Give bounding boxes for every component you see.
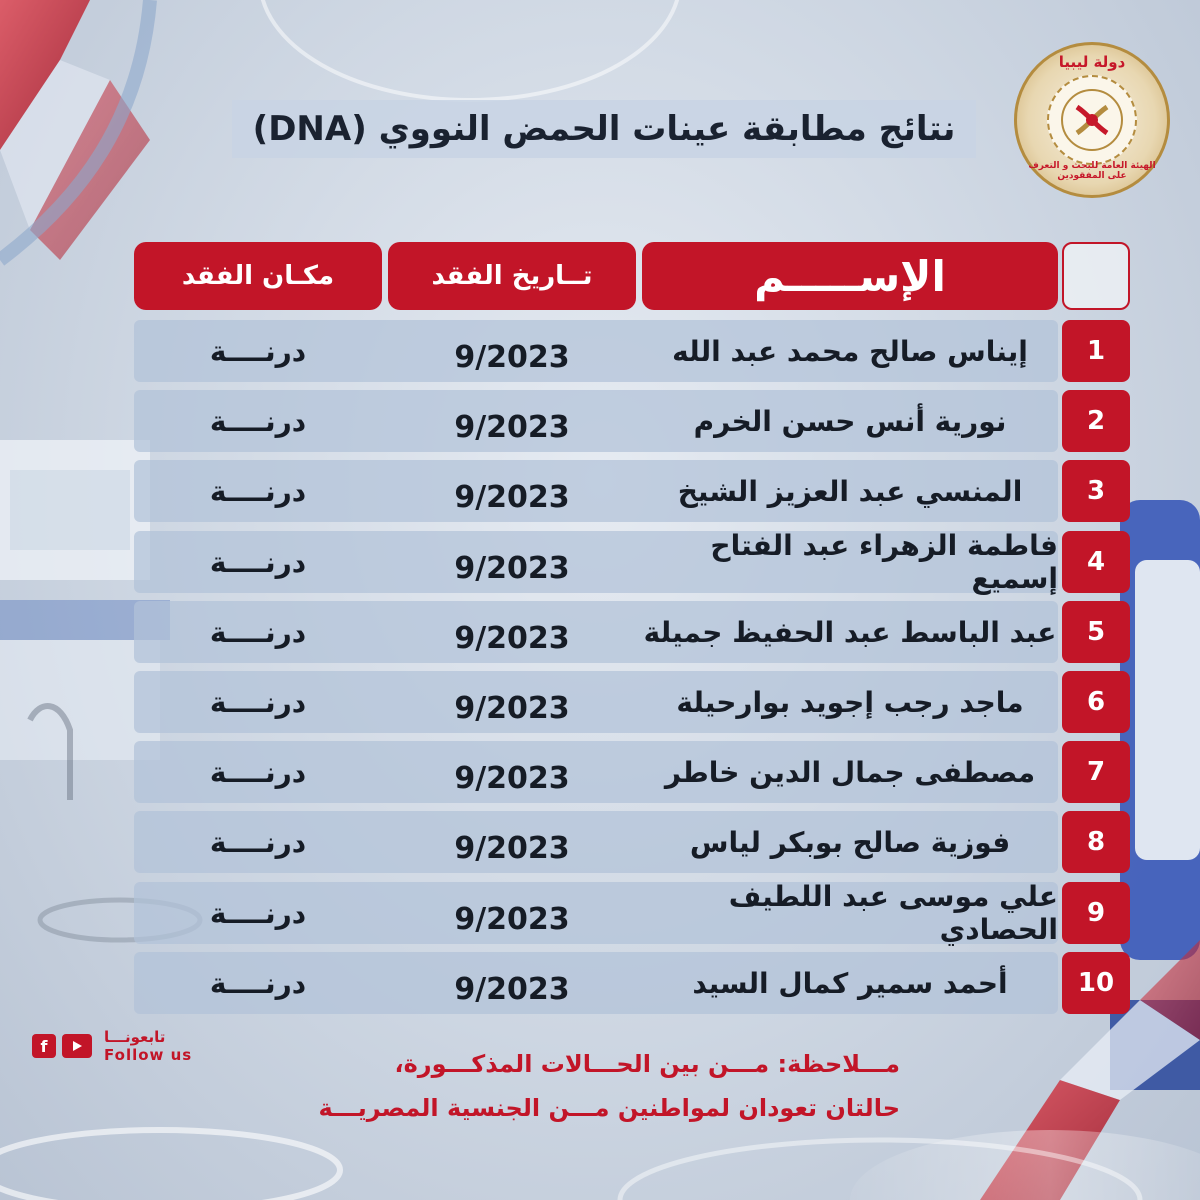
row-place: درنــــة <box>209 896 307 930</box>
row-number: 6 <box>1062 671 1130 733</box>
row-number: 7 <box>1062 741 1130 803</box>
logo-bottom-text: الهيئة العامة للبحث و التعرف على المفقودين <box>1028 161 1156 181</box>
row-number: 8 <box>1062 811 1130 873</box>
organization-logo <box>1014 42 1170 198</box>
row-number: 3 <box>1062 460 1130 522</box>
youtube-icon[interactable] <box>62 1034 92 1058</box>
row-place: درنــــة <box>209 966 307 1000</box>
page-title: نتائج مطابقة عينات الحمض النووي (DNA) <box>232 100 976 158</box>
row-date: 9/2023 <box>454 339 570 375</box>
row-place: درنــــة <box>209 685 307 719</box>
logo-top-text: دولة ليبيا <box>1058 53 1126 71</box>
row-place: درنــــة <box>209 474 307 508</box>
row-date: 9/2023 <box>454 690 570 726</box>
note-line-2: حالتان تعودان لمواطنين مـــن الجنسية المصريـــة <box>318 1094 900 1122</box>
row-name: فاطمة الزهراء عبد الفتاح إسميع <box>710 529 1058 595</box>
row-number: 5 <box>1062 601 1130 663</box>
name-column-header: الإســـــم <box>642 242 1058 310</box>
note-text-1: مـــن بين الحـــالات المذكـــورة، <box>394 1050 770 1078</box>
row-name: المنسي عبد العزيز الشيخ <box>677 474 1023 508</box>
dna-emblem-icon <box>1049 77 1135 163</box>
date-column-header: تــاريخ الفقد <box>388 242 636 310</box>
place-column-header: مكـان الفقد <box>134 242 382 310</box>
row-date: 9/2023 <box>454 830 570 866</box>
number-column-header <box>1062 242 1130 310</box>
row-name: ماجد رجب إجويد بوارحيلة <box>676 685 1024 719</box>
row-date: 9/2023 <box>454 409 570 445</box>
note-label: مـــلاحظة: <box>777 1050 900 1078</box>
note-line-1 <box>260 1050 900 1078</box>
row-number: 1 <box>1062 320 1130 382</box>
row-name: إيناس صالح محمد عبد الله <box>672 334 1028 368</box>
row-place: درنــــة <box>209 334 307 368</box>
facebook-icon[interactable]: f <box>32 1034 56 1058</box>
row-date: 9/2023 <box>454 620 570 656</box>
row-date: 9/2023 <box>454 971 570 1007</box>
row-place: درنــــة <box>209 825 307 859</box>
row-place: درنــــة <box>209 545 307 579</box>
row-name: علي موسى عبد اللطيف الحصادي <box>728 880 1058 946</box>
row-date: 9/2023 <box>454 550 570 586</box>
logo-emblem <box>1047 75 1137 165</box>
follow-us-english: Follow us <box>104 1046 193 1064</box>
row-name: مصطفى جمال الدين خاطر <box>664 755 1036 789</box>
row-name: فوزية صالح بوبكر لياس <box>689 825 1011 859</box>
row-name: أحمد سمير كمال السيد <box>692 966 1008 1000</box>
row-place: درنــــة <box>209 755 307 789</box>
row-date: 9/2023 <box>454 479 570 515</box>
row-number: 2 <box>1062 390 1130 452</box>
row-date: 9/2023 <box>454 760 570 796</box>
row-number: 9 <box>1062 882 1130 944</box>
row-name: نورية أنس حسن الخرم <box>693 404 1007 438</box>
row-place: درنــــة <box>209 404 307 438</box>
row-number: 10 <box>1062 952 1130 1014</box>
row-number: 4 <box>1062 531 1130 593</box>
follow-us-arabic: تابعونـــا <box>104 1028 166 1046</box>
row-name: عبد الباسط عبد الحفيظ جميلة <box>643 615 1057 649</box>
row-place: درنــــة <box>209 615 307 649</box>
row-date: 9/2023 <box>454 901 570 937</box>
